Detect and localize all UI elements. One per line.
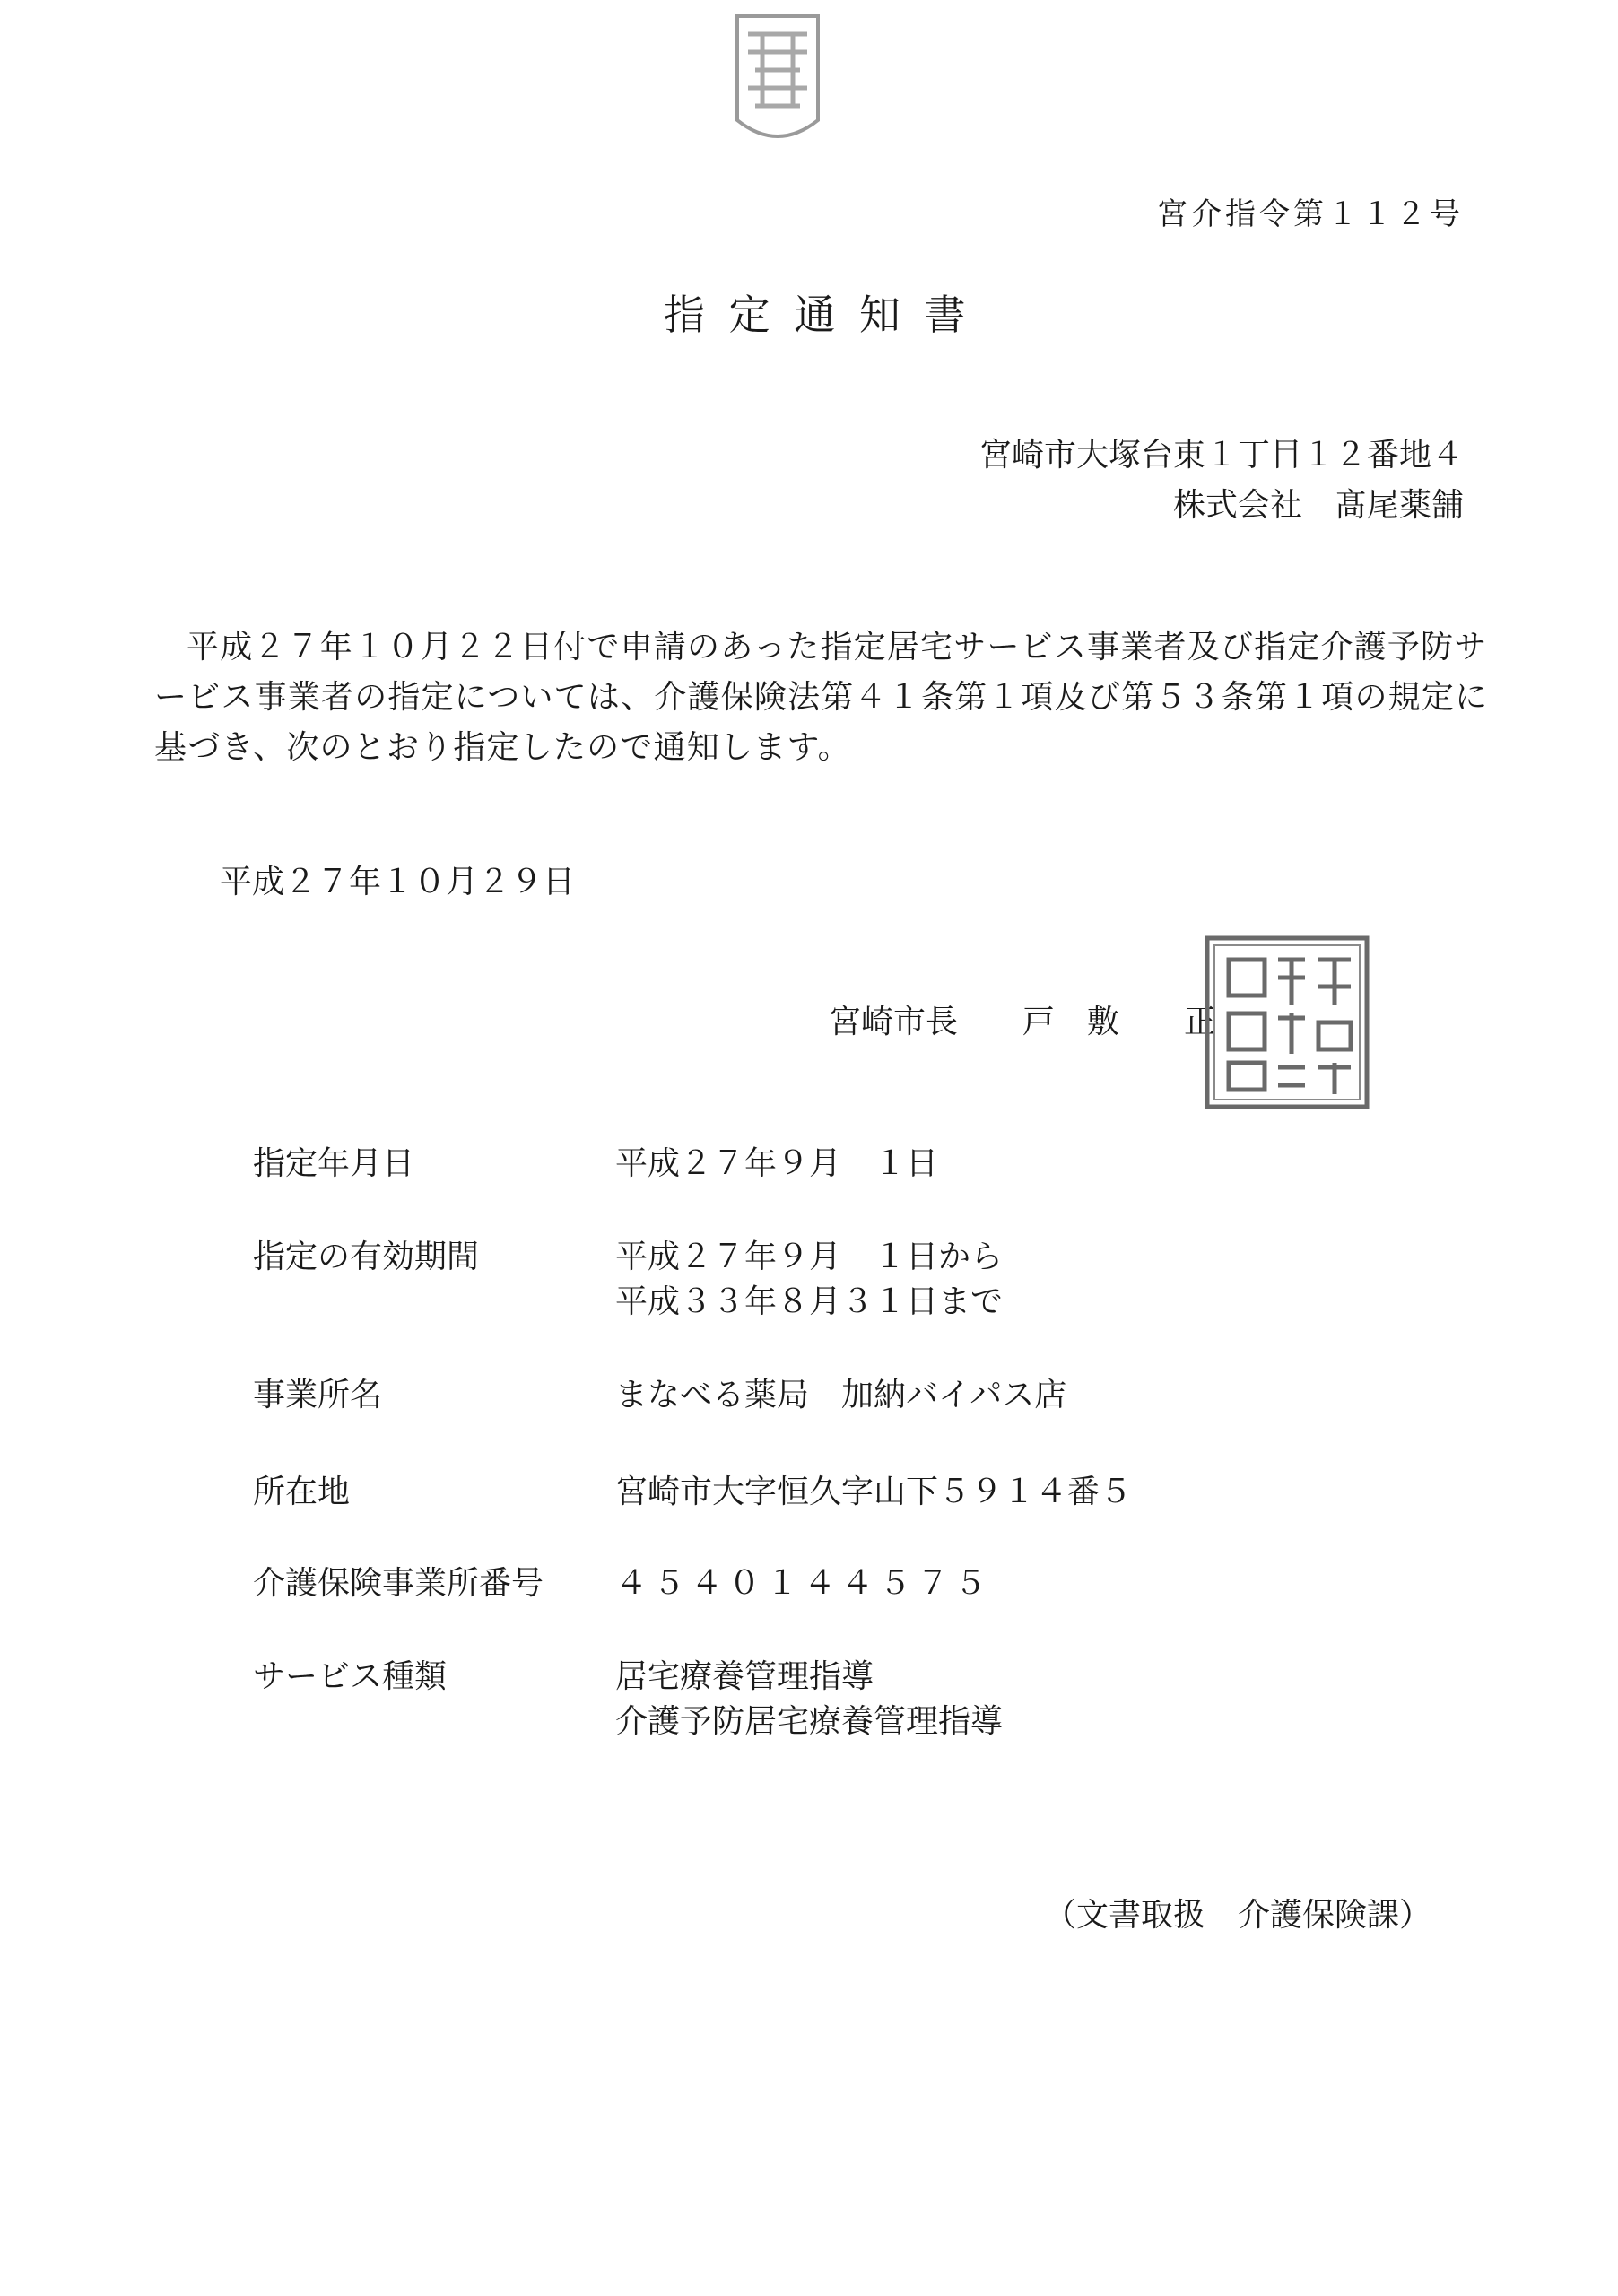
office-name-label: 事業所名 [253,1377,383,1413]
valid-period-to: 平成３３年８月３１日まで [615,1283,1004,1320]
addressee-company: 株式会社 髙尾薬舗 [1172,487,1464,524]
office-number-label: 介護保険事業所番号 [253,1565,544,1602]
designation-date-label: 指定年月日 [253,1145,415,1182]
location-value: 宮崎市大字恒久字山下５９１４番５ [615,1474,1133,1510]
body-line-2: ービス事業者の指定については、介護保険法第４１条第１項及び第５３条第１項の規定に [154,679,1489,716]
service-type-label: サービス種類 [253,1658,448,1695]
handling-department: （文書取扱 介護保険課） [1043,1897,1431,1934]
received-stamp-icon [728,13,827,152]
body-line-3: 基づき、次のとおり指定したので通知します。 [154,729,851,766]
body-line-1: 平成２７年１０月２２日付で申請のあった指定居宅サービス事業者及び指定介護予防サ [187,629,1488,665]
addressee-address: 宮崎市大塚台東１丁目１２番地４ [979,437,1464,474]
document-title: 指 定 通 知 書 [664,291,971,339]
designation-date-value: 平成２７年９月 １日 [615,1145,939,1182]
office-number-value: ４５４０１４４５７５ [615,1565,993,1602]
valid-period-from: 平成２７年９月 １日から [615,1239,1004,1275]
location-label: 所在地 [253,1474,351,1510]
service-type-1: 居宅療養管理指導 [615,1658,874,1695]
office-name-value: まなべる薬局 加納バイパス店 [615,1377,1067,1413]
issuer-name: 宮崎市長 戸 敷 正 [829,1004,1217,1040]
valid-period-label: 指定の有効期間 [253,1239,480,1275]
issue-date: 平成２７年１０月２９日 [220,864,576,900]
document-number: 宮介指令第１１２号 [1157,196,1464,232]
service-type-2: 介護予防居宅療養管理指導 [615,1703,1004,1740]
mayor-seal-icon [1202,933,1372,1112]
